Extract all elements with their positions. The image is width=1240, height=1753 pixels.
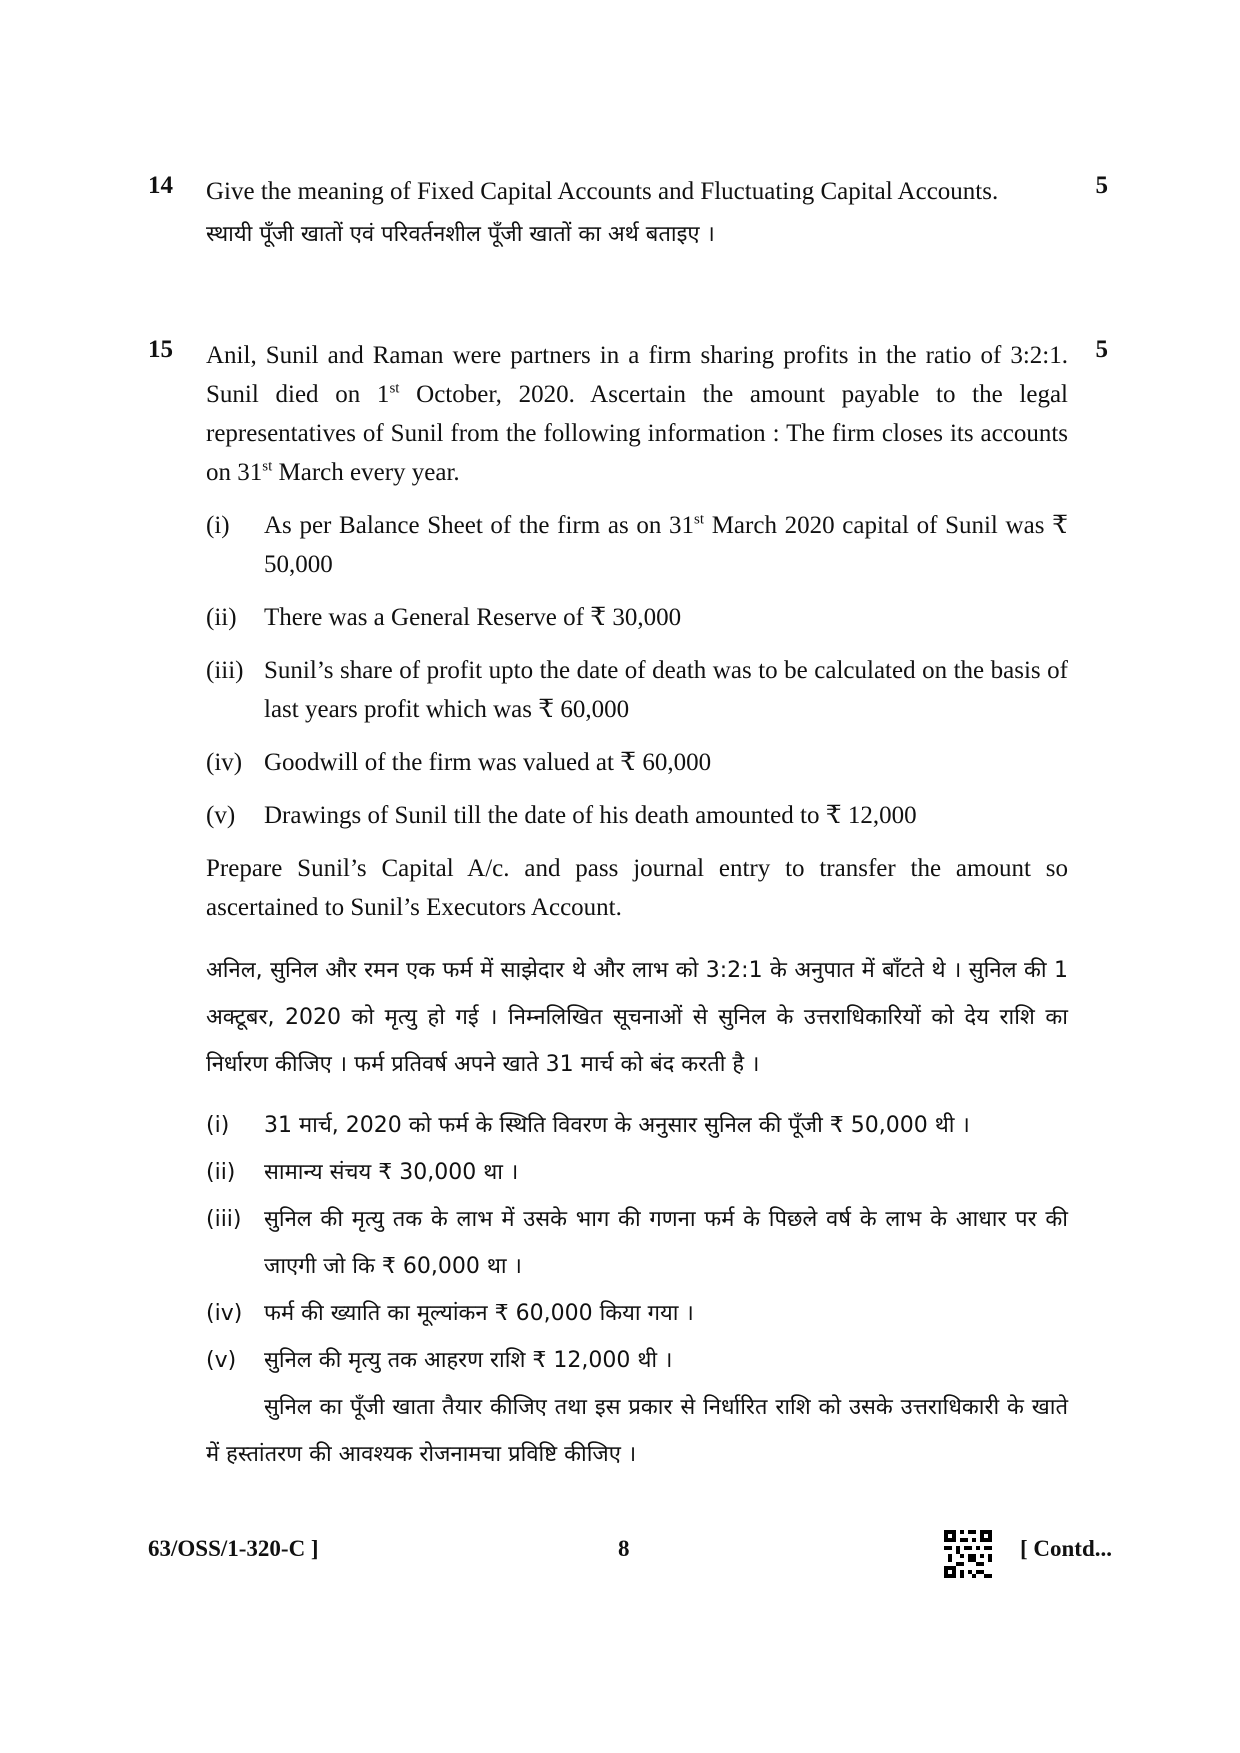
list-item: (v) सुनिल की मृत्यु तक आहरण राशि ₹ 12,000 थी । [206, 1348, 673, 1373]
list-item: (iii) Sunil’s share of profit upto the date of death was to be calculated on the basis of last years profit which was ₹ 60,000 [206, 657, 1068, 723]
question-marks: 5 [1095, 172, 1108, 199]
page-number: 8 [618, 1536, 630, 1561]
page-footer [148, 1530, 1112, 1580]
list-item: (iv) Goodwill of the firm was valued at ₹ 60,000 [206, 749, 712, 776]
question-number: 15 [148, 336, 173, 363]
question-closing-hi: सुनिल का पूँजी खाता तैयार कीजिए तथा इस प्रकार से निर्धारित राशि को उसके उत्तराधिकारी के खाते में हस्तांतरण की आवश्यक रोजनामचा प्रविष्टि कीजिए । [206, 1395, 1068, 1467]
list-item: (iv) फर्म की ख्याति का मूल्यांकन ₹ 60,000 किया गया । [206, 1301, 694, 1326]
question-14 [148, 172, 1108, 258]
list-item: (v) Drawings of Sunil till the date of his death amounted to ₹ 12,000 [206, 802, 917, 829]
question-15 [148, 336, 1108, 1478]
question-intro-hi: अनिल, सुनिल और रमन एक फर्म में साझेदार थे और लाभ को 3:2:1 के अनुपात में बाँटते थे । सुनिल की 1 अक्टूबर, 2020 को मृत्यु हो गई । निम्नलिखित सूचनाओं से सुनिल के उत्तराधिकारियों को देय राशि का निर्धारण कीजिए । फर्म प्रतिवर्ष अपने खाते 31 मार्च को बंद करती है । [206, 958, 1068, 1077]
continued-label: [ Contd... [1019, 1536, 1112, 1561]
question-closing-en: Prepare Sunil’s Capital A/c. and pass journal entry to transfer the amount so ascertained to Sunil’s Executors Account. [206, 855, 1068, 921]
question-text-hi: स्थायी पूँजी खातों एवं परिवर्तनशील पूँजी खातों का अर्थ बताइए । [206, 222, 715, 247]
question-marks: 5 [1095, 336, 1108, 363]
list-item: (i) As per Balance Sheet of the firm as on 31st March 2020 capital of Sunil was ₹ 50,000 [206, 511, 1068, 578]
question-intro-en: Anil, Sunil and Raman were partners in a firm sharing profits in the ratio of 3:2:1. Sunil died on 1st October, 2020. Ascertain the amount payable to the legal representatives of Sunil from the following information : The firm closes its accounts on 31st March every year. [206, 342, 1068, 486]
list-item: (ii) सामान्य संचय ₹ 30,000 था । [206, 1160, 519, 1185]
list-item: (iii) सुनिल की मृत्यु तक के लाभ में उसके भाग की गणना फर्म के पिछले वर्ष के लाभ के आधार पर की जाएगी जो कि ₹ 60,000 था । [206, 1207, 1068, 1279]
qr-code-icon [944, 1530, 992, 1578]
question-number: 14 [148, 172, 173, 199]
paper-code: 63/OSS/1-320-C ] [148, 1536, 319, 1561]
question-text-en: Give the meaning of Fixed Capital Accounts and Fluctuating Capital Accounts. [206, 178, 999, 205]
list-item: (i) 31 मार्च, 2020 को फर्म के स्थिति विवरण के अनुसार सुनिल की पूँजी ₹ 50,000 थी । [206, 1113, 970, 1138]
list-item: (ii) There was a General Reserve of ₹ 30,000 [206, 604, 682, 631]
